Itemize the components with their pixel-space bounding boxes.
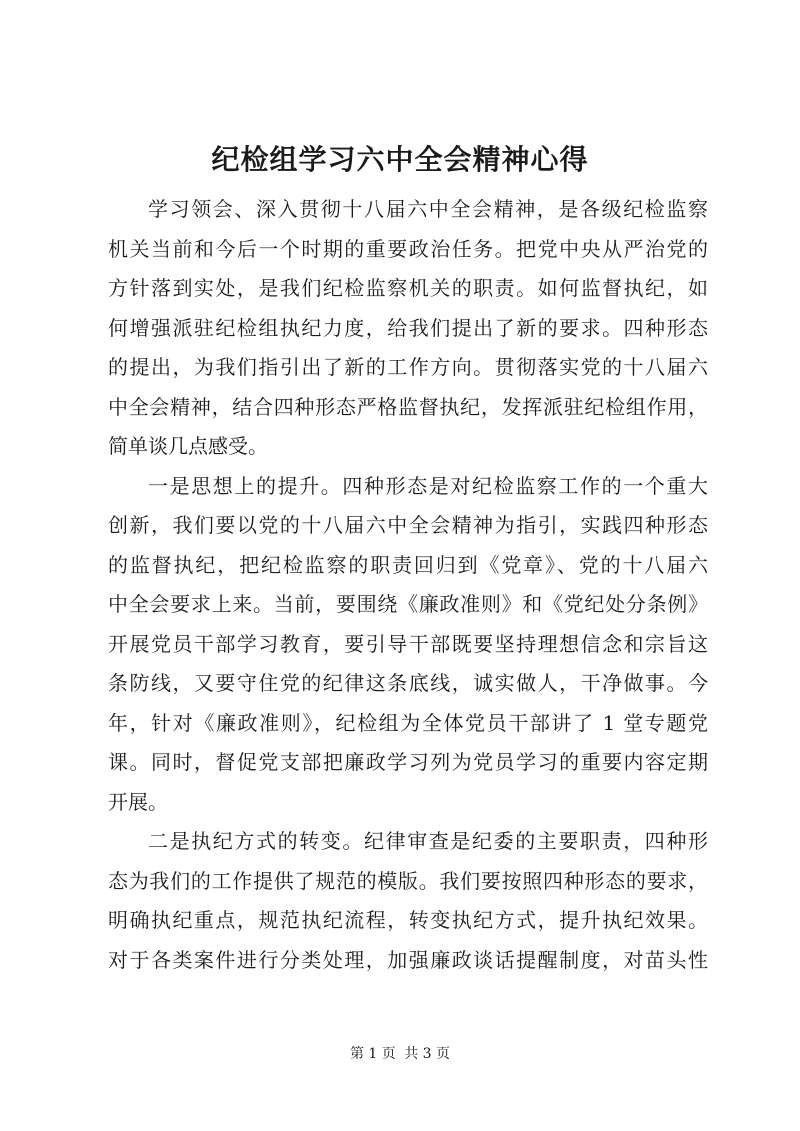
text-line: 简单谈几点感受。 xyxy=(108,434,268,458)
text-line: 中全会要求上来。当前，要围绕《廉政准则》和《党纪处分条例》 xyxy=(108,592,708,616)
text-line: 明确执纪重点，规范执纪流程，转变执纪方式，提升执纪效果。 xyxy=(108,908,708,932)
text-line: 学习领会、深入贯彻十八届六中全会精神，是各级纪检监察 xyxy=(148,197,708,221)
text-line: 态为我们的工作提供了规范的模版。我们要按照四种形态的要求， xyxy=(108,868,708,893)
text-line: 年，针对《廉政准则》，纪检组为全体党员干部讲了 1 堂专题党 xyxy=(108,710,708,735)
text-line: 机关当前和今后一个时期的重要政治任务。把党中央从严治党的 xyxy=(108,236,708,261)
text-line: 一是思想上的提升。四种形态是对纪检监察工作的一个重大 xyxy=(148,473,708,498)
text-line: 中全会精神，结合四种形态严格监督执纪，发挥派驻纪检组作用， xyxy=(108,394,708,419)
text-line: 何增强派驻纪检组执纪力度，给我们提出了新的要求。四种形态 xyxy=(108,315,708,340)
text-line: 的监督执纪，把纪检监察的职责回归到《党章》、党的十八届六 xyxy=(108,552,708,577)
text-line: 对于各类案件进行分类处理，加强廉政谈话提醒制度，对苗头性 xyxy=(108,947,708,972)
page-number-total: 共 3 页 xyxy=(404,1046,451,1062)
paragraph-2 xyxy=(108,467,708,823)
text-line: 开展党员干部学习教育，要引导干部既要坚持理想信念和宗旨这 xyxy=(108,631,708,656)
text-line: 创新，我们要以党的十八届六中全会精神为指引，实践四种形态 xyxy=(108,513,708,537)
document-body xyxy=(108,190,708,980)
page-footer xyxy=(0,1044,800,1064)
page-number-current: 第 1 页 xyxy=(349,1046,396,1062)
paragraph-3 xyxy=(108,822,708,980)
text-line: 课。同时，督促党支部把廉政学习列为党员学习的重要内容定期 xyxy=(108,750,708,774)
text-line: 条防线，又要守住党的纪律这条底线，诚实做人，干净做事。今 xyxy=(108,671,708,695)
text-line: 开展。 xyxy=(108,789,168,814)
document-title: 纪检组学习六中全会精神心得 xyxy=(211,143,589,176)
text-line: 方针落到实处，是我们纪检监察机关的职责。如何监督执纪，如 xyxy=(108,276,708,300)
paragraph-1 xyxy=(108,190,708,467)
text-line: 的提出，为我们指引出了新的工作方向。贯彻落实党的十八届六 xyxy=(108,355,708,379)
text-line: 二是执纪方式的转变。纪律审查是纪委的主要职责，四种形 xyxy=(148,829,708,853)
